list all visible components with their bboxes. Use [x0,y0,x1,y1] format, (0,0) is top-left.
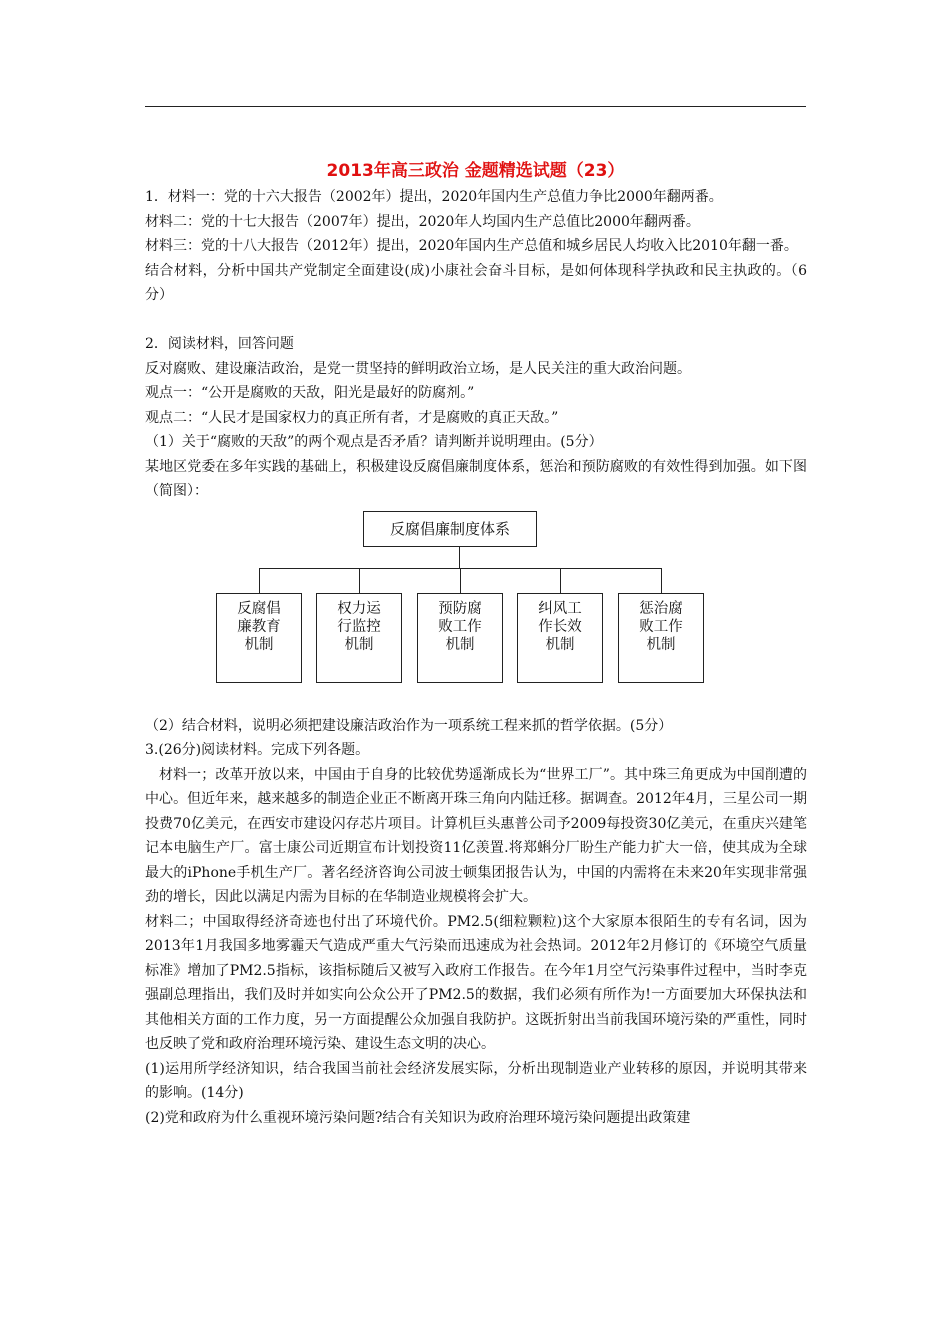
document-body [145,185,807,1130]
diagram-root-box: 反腐倡廉制度体系 [363,511,537,547]
q2-viewpoint-2: 观点二：“人民才是国家权力的真正所有者，才是腐败的真正天敌。” [145,409,559,426]
q2-paragraph-1: 反对腐败、建设廉洁政治，是党一贯坚持的鲜明政治立场，是人民关注的重大政治问题。 [145,360,691,377]
diagram-connector-root [459,547,460,568]
question-2 [145,332,807,738]
diagram-connector-child-3 [460,568,461,593]
diagram-connector-child-2 [359,568,360,593]
q3-subquestion-2: (2)党和政府为什么重视环境污染问题?结合有关知识为政府治理环境污染问题提出政策建 [145,1109,691,1126]
diagram-child-prevention: 预防腐败工作机制 [417,593,503,683]
diagram-child-punishment: 惩治腐败工作机制 [618,593,704,683]
q2-paragraph-2: 某地区党委在多年实践的基础上，积极建设反腐倡廉制度体系，惩治和预防腐败的有效性得到加强。如下图（简图）： [145,458,807,499]
q3-material-1: 材料一；改革开放以来，中国由于自身的比较优势遥渐成长为“世界工厂”。其中珠三角更成为中国削遭的中心。但近年来，越来越多的制造企业正不断离开珠三角向内陆迁移。据调查。2012年4月，三星公司一期投费70亿美元，在西安市建设闪存芯片项目。计算机巨头惠普公司予2009每投资30亿美元，在重庆兴建笔记本电脑生产厂。富士康公司近期宣布计划投资11亿羡置.将郑蝌分厂盼生产能力扩大一倍，使其成为全球最大的iPhone手机生产厂。著名经济咨询公司波士顿集团报告认为，中国的内需将在未来20年实现非常强劲的增长，因此以满足内需为目标的在华制造业规模将会扩大。 [145,766,807,905]
q3-subquestion-1: (1)运用所学经济知识，结合我国当前社会经济发展实际，分析出现制造业产业转移的原因，并说明其带来的影响。(14分) [145,1060,807,1101]
q1-material-1: 1．材料一：党的十六大报告（2002年）提出，2020年国内生产总值力争比2000年翻两番。 [145,189,723,205]
q1-material-3: 材料三：党的十八大报告（2012年）提出，2020年国内生产总值和城乡居民人均收入比2010年翻一番。 [145,238,798,254]
header-rule [145,106,806,107]
spacer [145,308,807,333]
diagram-child-supervision: 权力运行监控机制 [316,593,402,683]
q2-heading: 2．阅读材料，回答问题 [145,336,294,352]
diagram-child-conduct: 纠风工作长效机制 [517,593,603,683]
q1-material-2: 材料二：党的十七大报告（2007年）提出，2020年人均国内生产总值比2000年翻两番。 [145,213,700,230]
org-diagram [145,506,807,714]
diagram-connector-child-4 [560,568,561,593]
q3-material-2: 材料二；中国取得经济奇迹也付出了环境代价。PM2.5(细粒颗粒)这个大家原本很陌生的专有名词，因为2013年1月我国多地雾霾天气造成严重大气污染而迅速成为社会热词。2012年2月修订的《环境空气质量标准》增加了PM2.5指标，该指标随后又被写入政府工作报告。在今年1月空气污染事件过程中，当时李克强副总理指出，我们及时并如实向公众公开了PM2.5的数据，我们必须有所作为!一方面要加大环保执法和其他相关方面的工作力度，另一方面提醒公众加强自我防护。这既折射出当前我国环境污染的严重性，同时也反映了党和政府治理环境污染、建设生态文明的决心。 [145,913,807,1052]
q3-heading: 3.(26分)阅读材料。完成下列各题。 [145,742,370,758]
q2-subquestion-1: （1）关于“腐败的天敌”的两个观点是否矛盾？请判断并说明理由。(5分） [145,434,603,450]
q2-viewpoint-1: 观点一：“公开是腐败的天敌，阳光是最好的防腐剂。” [145,385,475,401]
question-1 [145,185,807,308]
page-title: 2013年高三政治 金题精选试题（23） [326,161,625,181]
q1-question: 结合材料，分析中国共产党制定全面建设(成)小康社会奋斗目标，是如何体现科学执政和民主执政的。（6分） [145,262,807,303]
diagram-child-education: 反腐倡廉教育机制 [216,593,302,683]
diagram-connector-child-5 [661,568,662,593]
q2-subquestion-2: （2）结合材料，说明必须把建设廉洁政治作为一项系统工程来抓的哲学依据。(5分） [145,717,673,734]
question-3 [145,738,807,1130]
diagram-connector-child-1 [259,568,260,593]
